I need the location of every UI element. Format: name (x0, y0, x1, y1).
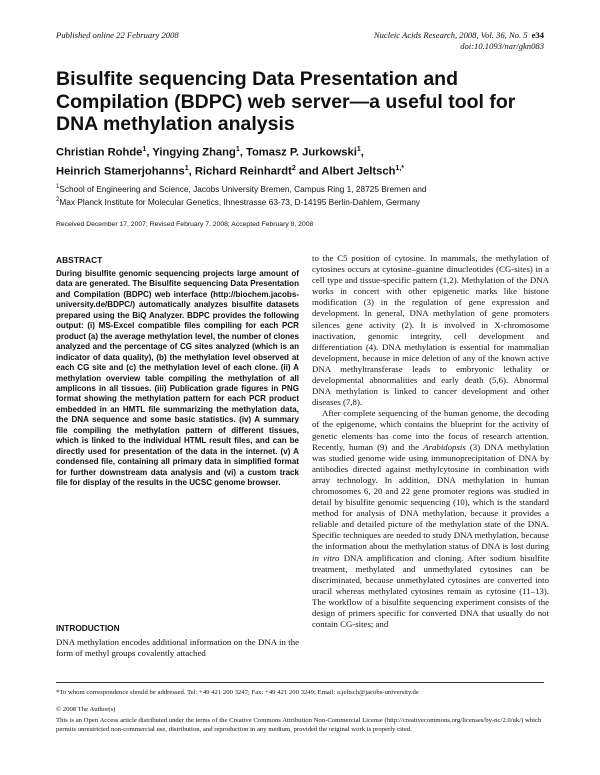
affiliation: School of Engineering and Science, Jacobs University Bremen, Campus Ring 1, 28725 Bremen and (59, 183, 427, 194)
journal-line: Nucleic Acids Research, 2008, Vol. 36, No. 5 (373, 30, 528, 40)
author-affil-mark: 1 (142, 146, 147, 153)
article-id: e34 (531, 30, 544, 40)
author: Tomasz P. Jurkowski (245, 146, 357, 159)
author-affil-mark: 1,* (395, 164, 404, 172)
author-affil-mark: 1 (235, 146, 240, 153)
paragraph-text: After complete sequencing of the human genome, the decoding of the epigenome, which contains the blueprint for the activity of genetic elements has come into the focus of research attention. Recently, human (9) and the (312, 408, 549, 452)
received-dates: Received December 17, 2007; Revised February 7, 2008; Accepted February 8, 2008 (56, 221, 314, 228)
footnote-divider (56, 682, 544, 683)
author: Albert Jeltsch (321, 165, 396, 178)
author-affil-mark: 2 (291, 164, 296, 172)
publication-date: Published online 22 February 2008 (56, 30, 179, 40)
author: Richard Reinhardt (194, 165, 292, 178)
author: Christian Rohde (56, 146, 143, 159)
paragraph-text: DNA amplification and cloning. After sodium bisulfite treatment, methylated and unmethylated cytosines can be discriminated, because unmethylated cytosines are converted into uracil whereas methylated cytosines remain as cytosine (11–13). The workflow of a bisulfite sequencing experiment consists of the design of primers specific for converted DNA that usually do not contain CG-sites; and (312, 552, 549, 630)
running-header (56, 30, 544, 60)
paragraph: to the C5 position of cytosine. In mammals, the methylation of cytosines occurs at cytosine–guanine dinucleotides (CG-sites) in a cell type and tissue-specific pattern (1,2). Methylation of the DNA works in concert with other epigenetic marks like histone modification (3) in the regulation of gene expression and development. In general, DNA methylation of gene promoters silences gene activity (2). It is involved in X-chromosome inactivation, genomic integrity, cell development and differentiation (4). DNA methylation is essential for mammalian development, because in mice deletion of any of the known active DNA methyltransferase leads to embryonic lethality or developmental abnormalities and early death (5,6). Abnormal DNA methylation is linked to cancer development and other diseases (7,8). (312, 253, 549, 408)
author-list: Christian Rohde$^1$, Yingying Zhang$^1$, Tomasz P. Jurkowski$^1$, Heinrich Stamerjohanns$^1$, Richard Reinhardt$^2$ and Albert Jeltsch$^{1,*}$ (56, 146, 404, 178)
abstract-text: During bisulfite genomic sequencing projects large amount of data are generated. The Bisulfite sequencing Data Presentation and Compilation (BDPC) web interface (http://biochem.jacobs-university.de/BDPC/) automatically analyzes bisulfite datasets prepared using the BiQ Analyzer. BDPC provides the following output: (i) MS-Excel compatible files compiling for each PCR product (a) the average methylation level, the number of clones analyzed and the percentage of CG sites analyzed (which is an indicator of data quality), (b) the methylation level observed at each CG site and (c) the methylation level of each clone. (ii) A methylation overview table compiling the methylation of all amplicons in all tissues. (iii) Publication grade figures in PNG format showing the methylation pattern for each PCR product embedded in an HMTL file summarizing the methylation data, the DNA sequence and some basic statistics. (iv) A summary file compiling the methylation pattern of different tissues, which is linked to the individual HTML result files, and can be directly used for presentation of the data in the internet. (v) A condensed file, containing all primary data in simplified format for further downstream data analysis and (vi) a custom track file for display of the results in the UCSC genome browser. (56, 269, 299, 488)
italic-term: in vitro (312, 552, 340, 563)
author: Yingying Zhang (152, 146, 236, 159)
article-title: Bisulfite sequencing Data Presentation and Compilation (BDPC) web server—a useful tool for DNA methylation analysis (56, 68, 516, 135)
author: Heinrich Stamerjohanns (56, 165, 185, 178)
affiliations (56, 182, 556, 208)
doi: doi:10.1093/nar/gkn083 (460, 41, 544, 51)
license-text: This is an Open Access article distributed under the terms of the Creative Commons Attribution Non-Commercial License (http://creativecommons.org/licenses/by-nc/2.0/uk/) which permits unrestricted non-commercial use, distribution, and reproduction in any medium, provided the original work is properly cited. (56, 717, 542, 733)
paragraph (312, 408, 549, 630)
affil-number: 1 (56, 184, 60, 190)
right-column (312, 253, 549, 630)
introduction-heading: INTRODUCTION (56, 623, 120, 633)
abstract-heading: ABSTRACT (56, 255, 103, 265)
author-affil-mark: 1 (356, 146, 361, 153)
correspondence-footnote: *To whom correspondence should be addressed. Tel: +49 421 200 3247; Fax: +49 421 200 3249; Email: a.jeltsch@jacobs-university.de (56, 689, 419, 696)
italic-term: Arabidopsis (423, 441, 466, 452)
copyright-line: © 2008 The Author(s) (56, 706, 116, 713)
journal-citation (374, 30, 544, 52)
affiliation: Max Planck Institute for Molecular Genetics, Ihnestrasse 63-73, D-14195 Berlin-Dahlem, Germany (59, 196, 420, 207)
affil-number: 2 (56, 196, 60, 203)
introduction-text: DNA methylation encodes additional information on the DNA in the form of methyl groups covalently attached (56, 637, 299, 658)
left-column (56, 255, 299, 489)
paragraph-text: (3) DNA methylation was studied genome wide using immunoprecipitation of DNA by antibodies directed against methylcytosine in combination with array technology. In addition, DNA methylation in human chromosomes 6, 20 and 22 gene promoter regions was studied in detail by bisulfite genomic sequencing (10), which is the standard method for analysis of DNA methylation, because it provides a reliable and detailed picture of the methylation state of the DNA. Specific techniques are needed to study DNA methylation, because the information about the methylation status of DNA is lost during (312, 441, 550, 552)
author-affil-mark: 1 (184, 164, 189, 172)
